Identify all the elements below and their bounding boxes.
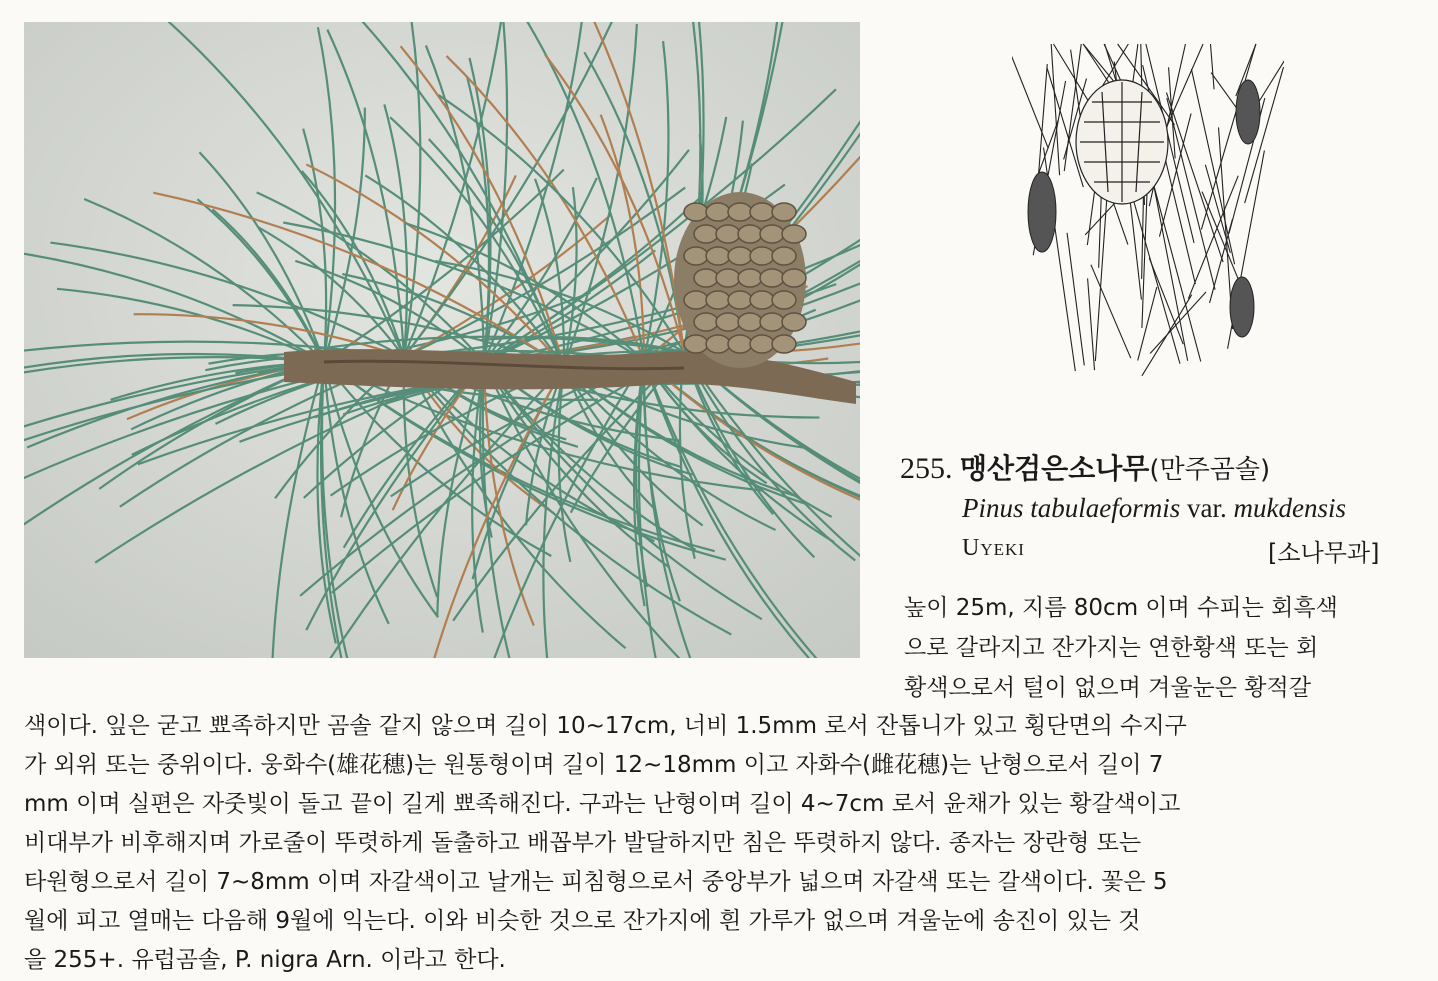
- cone-scale: [760, 269, 784, 287]
- sketch-needle: [1210, 44, 1214, 89]
- sketch-needle: [1191, 69, 1234, 264]
- scientific-variety: mukdensis: [1233, 493, 1346, 523]
- cone-scale: [772, 335, 796, 353]
- sketch-needle: [1067, 233, 1084, 366]
- cone-scale: [716, 225, 740, 243]
- cone-scale: [782, 269, 806, 287]
- cone-scale: [738, 269, 762, 287]
- cone-scale: [706, 291, 730, 309]
- description-line: mm 이며 실편은 자줏빛이 돌고 끝이 길게 뾰족해진다. 구과는 난형이며 길이 4~7cm 로서 윤채가 있는 황갈색이고: [24, 791, 1181, 817]
- cone-scale: [706, 203, 730, 221]
- cone-scale: [684, 203, 708, 221]
- entry-number: 255.: [900, 452, 953, 485]
- entry-heading: [900, 450, 1420, 489]
- description-line: 색이다. 잎은 굳고 뾰족하지만 곰솔 같지 않으며 길이 10~17cm, 너비 1.5mm 로서 잔톱니가 있고 횡단면의 수지구: [24, 713, 1187, 739]
- pine-branch-photo: [24, 22, 860, 658]
- description-line: 황색으로서 털이 없으며 겨울눈은 황적갈: [904, 675, 1311, 701]
- sketch-needle: [1088, 278, 1095, 370]
- description-line: 가 외위 또는 중위이다. 웅화수(雄花穗)는 원통형이며 길이 12~18mm 이고 자화수(雌花穗)는 난형으로서 길이 7: [24, 752, 1164, 778]
- cone-scale: [694, 269, 718, 287]
- cone-scale: [782, 225, 806, 243]
- alternate-name: (만주곰솔): [1149, 455, 1271, 485]
- cone-scale: [684, 291, 708, 309]
- scientific-rank: var.: [1187, 493, 1227, 523]
- sketch-needle: [1149, 258, 1183, 344]
- sketch-needle: [1012, 44, 1048, 149]
- sketch-cone: [1076, 80, 1168, 204]
- cone-scale: [728, 335, 752, 353]
- sketch-needle: [1131, 191, 1180, 364]
- cone-scale: [760, 225, 784, 243]
- sketch-needle: [1051, 44, 1059, 175]
- scientific-genus-species: Pinus tabulaeformis: [962, 493, 1181, 523]
- cone-scale: [750, 335, 774, 353]
- cone-scale: [694, 313, 718, 331]
- cone-scale: [782, 313, 806, 331]
- cone-scale: [706, 335, 730, 353]
- cone-scale: [728, 203, 752, 221]
- cone-scale: [716, 313, 740, 331]
- description-line: 월에 피고 열매는 다음해 9월에 익는다. 이와 비슷한 것으로 잔가지에 흰 가루가 없으며 겨울눈에 송진이 있는 것: [24, 908, 1141, 934]
- cone-scale: [772, 291, 796, 309]
- cone-scale: [738, 225, 762, 243]
- cone-scale: [760, 313, 784, 331]
- cone-scale: [750, 203, 774, 221]
- cone-scale: [694, 225, 718, 243]
- cone-scale: [728, 291, 752, 309]
- cone-scale: [738, 313, 762, 331]
- pine-illustration: [1012, 42, 1284, 408]
- cone-scale: [772, 247, 796, 265]
- cone-scale: [706, 247, 730, 265]
- description-line: 타원형으로서 길이 7~8mm 이며 자갈색이고 날개는 피침형으로서 중앙부가 넓으며 자갈색 또는 갈색이다. 꽃은 5: [24, 869, 1168, 895]
- cone-scale: [750, 291, 774, 309]
- sketch-needle: [1150, 292, 1206, 353]
- description-line: 으로 갈라지고 잔가지는 연한황색 또는 회: [904, 635, 1319, 661]
- sketch-needle: [1256, 44, 1284, 107]
- family-name: [소나무과]: [1268, 539, 1380, 567]
- pine-cone: [674, 192, 806, 368]
- cone-scale: [728, 247, 752, 265]
- korean-name: 맹산검은소나무: [960, 452, 1150, 485]
- description-line: 높이 25m, 지름 80cm 이며 수피는 회흑색: [904, 595, 1338, 621]
- cone-scale: [750, 247, 774, 265]
- cone-scale: [772, 203, 796, 221]
- scientific-name: [962, 493, 1422, 524]
- author-name: Uyeki: [962, 535, 1025, 561]
- cone-scale: [684, 247, 708, 265]
- sketch-needle: [1083, 44, 1112, 87]
- description-line: 을 255+. 유럽곰솔, P. nigra Arn. 이라고 한다.: [24, 947, 506, 973]
- cone-scale: [716, 269, 740, 287]
- cone-scale: [684, 335, 708, 353]
- description-line: 비대부가 비후해지며 가로줄이 뚜렷하게 돌출하고 배꼽부가 발달하지만 침은 뚜렷하지 않다. 종자는 장란형 또는: [24, 830, 1142, 856]
